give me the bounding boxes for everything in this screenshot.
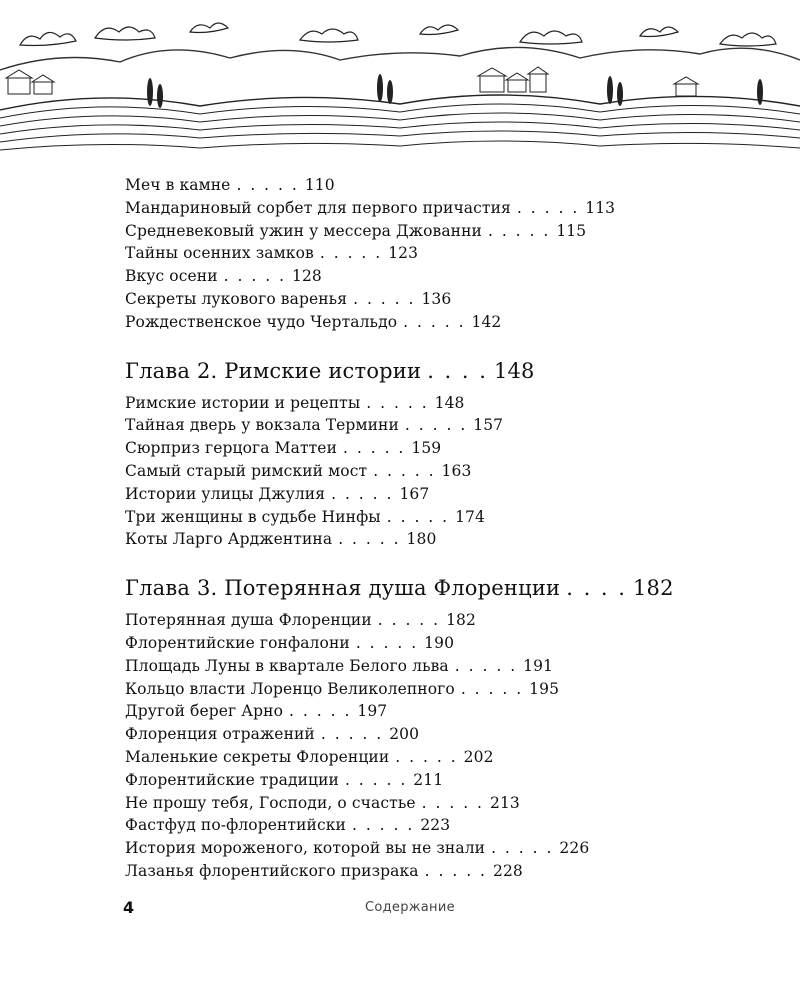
toc-leader: . . . . .: [353, 289, 416, 308]
page-number: 4: [123, 898, 135, 917]
toc-leader: . . . . .: [424, 861, 487, 880]
toc-entry: [125, 678, 765, 701]
toc-entry-page: 159: [411, 439, 442, 458]
page-footer: [123, 898, 683, 922]
toc-entry-title: Римские истории и рецепты: [125, 393, 361, 412]
toc-entry-page: 142: [471, 312, 502, 331]
toc-entry-title: История мороженого, которой вы не знали: [125, 839, 486, 858]
toc-leader: . . . . .: [223, 267, 286, 286]
chapter-leader: . . . .: [427, 358, 488, 383]
toc-leader: . . . . .: [491, 839, 554, 858]
toc-entry-title: Площадь Луны в квартале Белого льва: [125, 656, 449, 675]
toc-leader: . . . . .: [516, 198, 580, 217]
toc-entry-title: Лазанья флорентийского призрака: [125, 861, 419, 880]
toc-entry: [125, 632, 765, 655]
toc-entry-title: Секреты лукового варенья: [125, 289, 348, 308]
toc-entry: [125, 723, 765, 746]
toc-entry-title: Потерянная душа Флоренции: [125, 611, 372, 630]
toc-leader: . . . . .: [421, 793, 484, 812]
toc-leader: . . . . .: [236, 176, 299, 194]
tuscan-landscape-illustration: [0, 0, 800, 160]
toc-entry-title: Тайная дверь у вокзала Термини: [125, 416, 399, 435]
toc-entry: [125, 609, 765, 632]
toc-leader: . . . . .: [289, 702, 352, 721]
chapter-title: Глава 3. Потерянная душа Флоренции: [125, 576, 561, 601]
toc-entry-title: Флорентийские гонфалони: [125, 633, 350, 652]
toc-leader: . . . . .: [319, 244, 383, 263]
toc-entry: [125, 837, 765, 860]
toc-leader: . . . . .: [386, 507, 450, 526]
toc-entry-title: Тайны осенних замков: [125, 244, 314, 263]
toc-leader: . . . . .: [331, 484, 394, 503]
toc-entry-title: Не прошу тебя, Господи, о счастье: [125, 793, 416, 812]
toc-entry-page: 128: [292, 267, 322, 286]
toc-entry: [125, 460, 765, 483]
toc-entry-title: Средневековый ужин у мессера Джованни: [125, 221, 482, 240]
toc-entry-page: 180: [406, 530, 437, 549]
toc-entry: [125, 655, 765, 678]
toc-leader: . . . . .: [395, 747, 458, 766]
toc-entry-page: 148: [434, 393, 465, 412]
toc-entry: [125, 288, 765, 311]
toc-entry-page: 211: [413, 770, 444, 789]
toc-entry-title: Истории улицы Джулия: [125, 484, 326, 503]
chapter-page: 148: [493, 358, 535, 383]
chapter-heading: [125, 575, 765, 601]
toc-entry-title: Меч в камне: [125, 176, 231, 194]
toc-entry: [125, 506, 765, 529]
toc-leader: . . . . .: [373, 461, 436, 480]
chapter-heading: [125, 358, 765, 384]
toc-leader: . . . . .: [454, 656, 518, 675]
cypress-trees: [147, 74, 763, 108]
toc-entry-title: Фастфуд по-флорентийски: [125, 816, 346, 835]
toc-leader: . . . . .: [404, 416, 468, 435]
toc-leader: . . . . .: [487, 221, 551, 240]
toc-entry: [125, 528, 765, 551]
toc-leader: . . . . .: [377, 611, 441, 630]
toc-entry-title: Другой берег Арно: [125, 702, 284, 721]
toc-entry-page: 157: [473, 416, 504, 435]
toc-leader: . . . . .: [320, 725, 384, 744]
toc-entry: [125, 174, 765, 197]
toc-entry: [125, 265, 765, 288]
toc-entry-page: 136: [421, 289, 452, 308]
toc-leader: . . . . .: [403, 312, 466, 331]
chapter-title: Глава 2. Римские истории: [125, 358, 422, 383]
toc-entry-page: 110: [304, 176, 335, 194]
toc-entry: [125, 769, 765, 792]
running-title: Содержание: [365, 900, 455, 915]
toc-leader: . . . . .: [338, 530, 401, 549]
toc-leader: . . . . .: [351, 816, 415, 835]
toc-entry-page: 167: [399, 484, 430, 503]
chapter-leader: . . . .: [566, 576, 627, 601]
toc-entry: [125, 414, 765, 437]
toc-entry-title: Рождественское чудо Чертальдо: [125, 312, 398, 331]
toc-entry: [125, 197, 765, 220]
toc-leader: . . . . .: [344, 770, 408, 789]
toc-entry-page: 195: [529, 679, 560, 698]
toc-entry: [125, 392, 765, 415]
toc-leader: . . . . .: [366, 393, 429, 412]
toc-entry: [125, 700, 765, 723]
mountains: [0, 47, 800, 70]
toc-entry: [125, 437, 765, 460]
toc-entry-page: 223: [420, 816, 451, 835]
toc-entry-page: 191: [523, 656, 554, 675]
toc-entry-title: Сюрприз герцога Маттеи: [125, 439, 338, 458]
toc-entry-page: 228: [492, 861, 523, 880]
toc-entry-page: 174: [455, 507, 485, 526]
toc-entry-page: 115: [556, 221, 587, 240]
toc-entry: [125, 483, 765, 506]
toc-entry-title: Коты Ларго Арджентина: [125, 530, 333, 549]
toc-leader: . . . . .: [460, 679, 524, 698]
clouds: [20, 23, 776, 46]
toc-entry-page: 113: [585, 198, 616, 217]
table-of-contents: [125, 174, 765, 883]
toc-entry-page: 163: [441, 461, 472, 480]
toc-entry-page: 200: [389, 725, 420, 744]
toc-entry-page: 226: [559, 839, 590, 858]
toc-entry-page: 182: [446, 611, 476, 630]
toc-entry-page: 202: [463, 747, 494, 766]
toc-entry-title: Кольцо власти Лоренцо Великолепного: [125, 679, 455, 698]
toc-leader: . . . . .: [343, 439, 406, 458]
toc-entry-page: 123: [388, 244, 419, 263]
header-illustration: [0, 0, 800, 160]
toc-section-continued: [125, 174, 765, 334]
toc-entry-title: Вкус осени: [125, 267, 218, 286]
toc-leader: . . . . .: [355, 633, 419, 652]
toc-entry: [125, 792, 765, 815]
toc-entry-title: Флорентийские традиции: [125, 770, 339, 789]
toc-entry-title: Три женщины в судьбе Нинфы: [125, 507, 381, 526]
toc-entry: [125, 311, 765, 334]
village-houses: [6, 67, 698, 96]
toc-entry-title: Флоренция отражений: [125, 725, 315, 744]
toc-entry-title: Самый старый римский мост: [125, 461, 368, 480]
toc-chapters: [125, 358, 765, 883]
toc-entry: [125, 746, 765, 769]
vineyard-hills: [0, 95, 800, 150]
toc-entry-title: Мандариновый сорбет для первого причастия: [125, 198, 511, 217]
toc-entry-page: 190: [424, 633, 455, 652]
toc-entry: [125, 242, 765, 265]
toc-entry-title: Маленькие секреты Флоренции: [125, 747, 390, 766]
chapter-page: 182: [632, 576, 674, 601]
toc-entry: [125, 814, 765, 837]
toc-entry: [125, 220, 765, 243]
toc-entry-page: 213: [489, 793, 520, 812]
toc-entry: [125, 860, 765, 883]
toc-entry-page: 197: [357, 702, 388, 721]
